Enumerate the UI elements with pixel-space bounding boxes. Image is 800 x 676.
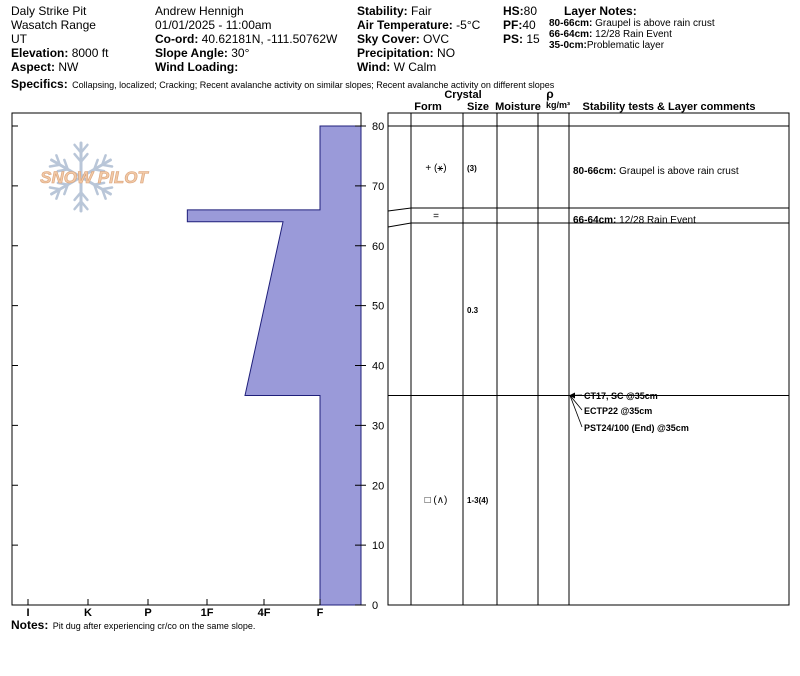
layer-note-range: 66-64cm: <box>549 29 593 40</box>
wind-loading-label: Wind Loading: <box>155 60 239 74</box>
layer-note-range: 80-66cm: <box>549 18 593 29</box>
layer-form: □ (∧) <box>424 495 448 506</box>
hardness-axis-labels <box>26 607 323 619</box>
wind-value: W Calm <box>393 60 437 74</box>
test-leader-line <box>570 395 582 410</box>
form-header: Form <box>414 101 442 113</box>
layer-size: 1-3(4) <box>467 496 489 505</box>
ps-value: 15 <box>526 32 540 46</box>
elevation-value: 8000 ft <box>71 46 109 60</box>
datetime: 01/01/2025 - 11:00am <box>155 18 272 32</box>
layer-form: = <box>433 211 439 222</box>
stability-test-label: PST24/100 (End) @35cm <box>584 423 689 433</box>
aspect-value: NW <box>58 60 79 74</box>
layer-form: + (⚹) <box>425 163 447 174</box>
state: UT <box>11 32 27 46</box>
hardness-tick-label: P <box>144 607 152 619</box>
air-temp-value: -5°C <box>456 18 481 32</box>
depth-tick-label: 80 <box>372 121 385 133</box>
depth-tick-label: 10 <box>372 540 385 553</box>
hardness-tick-label: F <box>316 607 324 619</box>
sky-label: Sky Cover: <box>357 32 420 46</box>
stability-label: Stability: <box>357 4 408 18</box>
specifics-label: Specifics: <box>11 77 68 91</box>
wind-label: Wind: <box>357 60 391 74</box>
depth-tick-label: 30 <box>372 420 385 433</box>
layer-table-frame <box>388 113 789 605</box>
coord-label: Co-ord: <box>155 32 199 46</box>
depth-tick-label: 50 <box>372 300 385 313</box>
elevation-label: Elevation: <box>11 46 69 60</box>
layer-size: (3) <box>467 164 477 173</box>
pf-value: 40 <box>522 18 536 32</box>
crystal-header: Crystal <box>444 89 482 101</box>
depth-tick-label: 0 <box>372 600 379 612</box>
specifics-text: Collapsing, localized; Cracking; Recent avalanche activity on similar slopes; Recent avalanche activity on different slopes <box>72 80 555 90</box>
layer-comment: 80-66cm: Graupel is above rain crust <box>573 166 739 177</box>
moisture-header: Moisture <box>495 101 541 113</box>
stability-value: Fair <box>411 4 432 18</box>
depth-tick-label: 70 <box>372 180 385 193</box>
layer-comment: 66-64cm: 12/28 Rain Event <box>573 215 696 226</box>
precip-label: Precipitation: <box>357 46 434 60</box>
depth-tick-label: 40 <box>372 360 385 373</box>
depth-tick-label: 20 <box>372 480 385 493</box>
layer-note-text: Graupel is above rain crust <box>595 18 715 29</box>
size-header: Size <box>466 101 490 113</box>
air-temp-label: Air Temperature: <box>357 18 453 32</box>
layer-notes-title: Layer Notes: <box>564 4 637 18</box>
slope-label: Slope Angle: <box>155 46 228 60</box>
sky-value: OVC <box>423 32 450 46</box>
test-leader-line <box>570 395 582 427</box>
hs-label: HS: <box>503 4 524 18</box>
hardness-tick-label: 4F <box>257 607 271 619</box>
snowpilot-logo <box>40 143 149 211</box>
layer-cells <box>425 163 739 506</box>
range-name: Wasatch Range <box>11 18 96 32</box>
layer-note-text: 12/28 Rain Event <box>595 29 672 40</box>
hardness-tick-label: K <box>84 607 92 619</box>
layer-note-text: Problematic layer <box>586 40 665 51</box>
comments-header: Stability tests & Layer comments <box>582 101 756 113</box>
stability-test-label: ECTP22 @35cm <box>584 406 653 416</box>
depth-axis-labels <box>372 121 384 612</box>
density-unit-header: kg/m³ <box>545 100 571 110</box>
rho-header: ρ <box>546 87 554 101</box>
coord-value: 40.62181N, -111.50762W <box>201 32 338 46</box>
layer-boundary <box>388 208 789 211</box>
hardness-tick-label: I <box>26 607 30 619</box>
observer: Andrew Hennigh <box>155 4 244 18</box>
notes-label: Notes: <box>11 618 49 632</box>
logo-text: SNOW PILOT <box>40 168 148 187</box>
pit-name: Daly Strike Pit <box>11 4 87 18</box>
precip-value: NO <box>437 46 456 60</box>
stability-tests <box>569 391 689 433</box>
layer-note-range: 35-0cm: <box>549 40 587 51</box>
aspect-label: Aspect: <box>11 60 56 74</box>
slope-value: 30° <box>231 46 250 60</box>
hardness-tick-label: 1F <box>200 607 214 619</box>
stability-test-label: CT17, SC @35cm <box>584 391 658 401</box>
notes-text: Pit dug after experiencing cr/co on the same slope. <box>52 621 256 631</box>
hs-value: 80 <box>523 4 538 18</box>
depth-tick-label: 60 <box>372 240 385 253</box>
ps-label: PS: <box>503 32 524 46</box>
pf-label: PF: <box>503 18 523 32</box>
layer-size: 0.3 <box>467 306 479 315</box>
hardness-profile <box>187 126 361 605</box>
